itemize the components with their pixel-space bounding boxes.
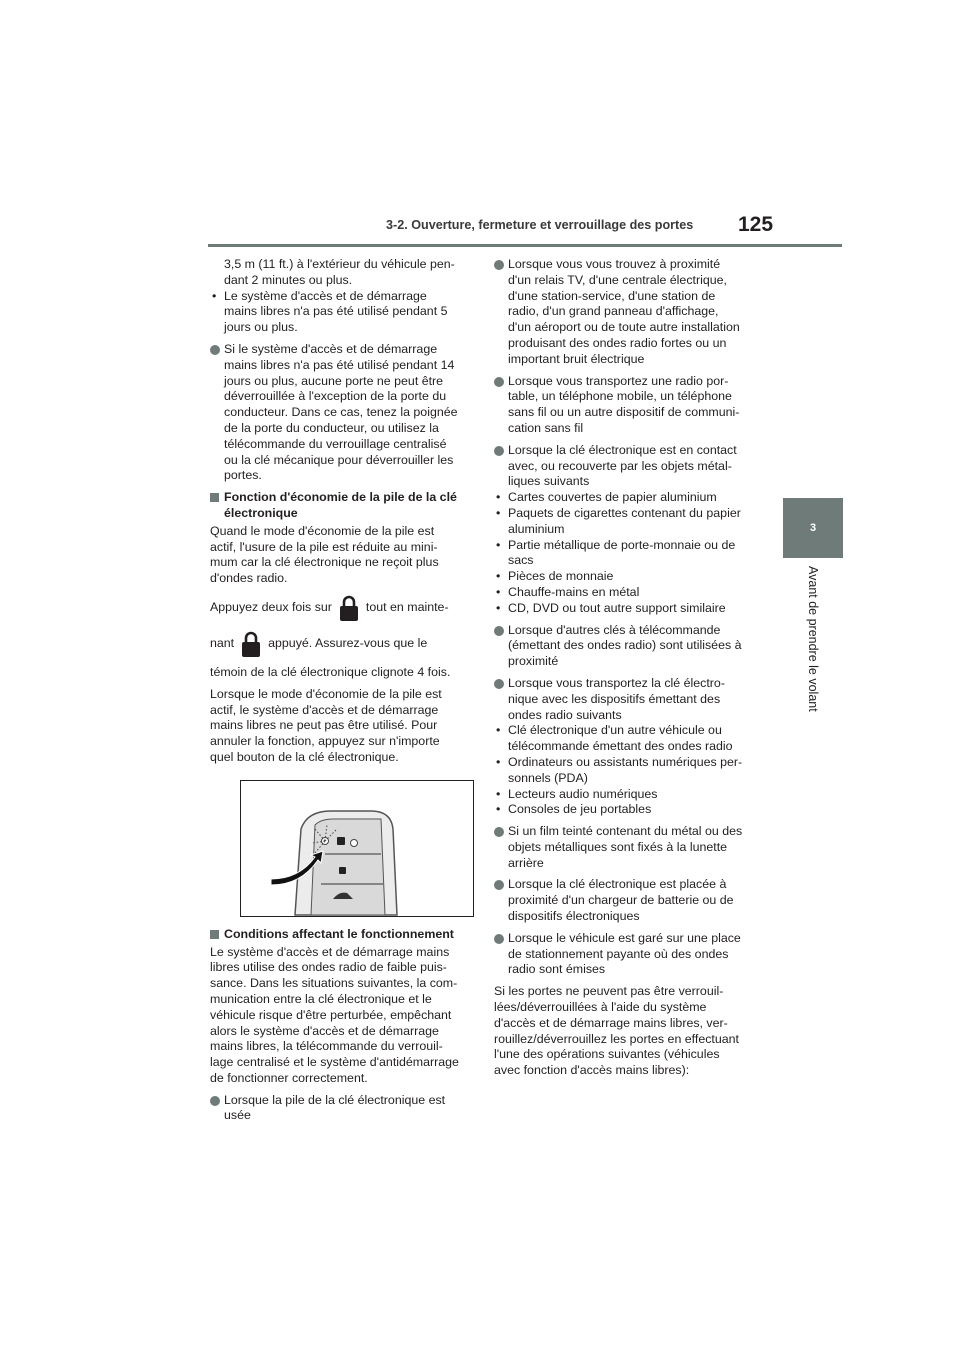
text-line: Lorsque vous vous trouvez à proximité	[508, 257, 721, 271]
text-line: de fonctionner correctement.	[210, 1070, 368, 1085]
text-line: libres utilise des ondes radio de faible puis-	[210, 960, 447, 975]
text-line: véhicule risque d'être perturbée, empêchant	[210, 1007, 452, 1022]
text-line: jours ou plus, aucune porte ne peut être	[224, 373, 444, 388]
condition-item	[494, 623, 756, 670]
text-line: (émettant des ondes radio) sont utilisées à	[508, 638, 742, 653]
text-line: radio, d'un grand panneau d'affichage,	[508, 304, 719, 319]
bullet-circle-icon	[494, 377, 504, 387]
bullet-item	[494, 506, 756, 538]
text-line: • Chauffe-mains en métal	[508, 584, 640, 599]
key-fob-drawing	[241, 781, 473, 916]
key-fob-illustration	[240, 780, 474, 917]
chapter-number: 3	[809, 522, 817, 534]
text-line: Le système d'accès et de démarrage mains	[210, 944, 450, 959]
bullet-circle-icon	[494, 626, 504, 636]
text-line: quel bouton de la clé électronique.	[210, 749, 399, 764]
text-line: mains libres ne peut pas être utilisé. Pour	[210, 718, 438, 733]
instruction-line	[210, 593, 468, 623]
text-line: radio sont émises	[508, 962, 606, 977]
text-line: mains libres n'a pas été utilisé pendant 5	[224, 304, 448, 319]
text-line: • Le système d'accès et de démarrage	[224, 288, 427, 303]
text-line: dant 2 minutes ou plus.	[224, 272, 353, 287]
right-column	[494, 257, 756, 1085]
text-line: témoin de la clé électronique clignote 4 fois.	[210, 664, 451, 679]
text-line: sance. Dans les situations suivantes, la com-	[210, 976, 458, 991]
text-line: liques suivants	[508, 474, 590, 489]
paragraph	[210, 687, 468, 766]
text-line: d'une station-service, d'une station de	[508, 288, 716, 303]
bullet-item	[494, 787, 756, 803]
condition-item	[494, 374, 756, 437]
text-line: sacs	[508, 553, 534, 568]
text-line: avec fonction d'accès mains libres):	[494, 1063, 690, 1078]
text-line: mum car la clé électronique ne reçoit plus	[210, 555, 439, 570]
text-line: objets métalliques sont fixés à la lunette	[508, 839, 728, 854]
text-line: sonnels (PDA)	[508, 770, 588, 785]
text-line: ondes radio suivants	[508, 707, 622, 722]
lock-icon	[338, 593, 360, 623]
text-line: ou la clé mécanique pour déverrouiller les	[224, 452, 454, 467]
text-line: proximité	[508, 654, 559, 669]
text-line: Lorsque vous transportez une radio por-	[508, 373, 729, 388]
text-line: important bruit électrique	[508, 351, 645, 366]
text-line: annuler la fonction, appuyez sur n'importe	[210, 734, 440, 749]
heading-line: électronique	[224, 505, 298, 520]
text-line: • Clé électronique d'un autre véhicule ou	[508, 723, 722, 738]
text-line: usée	[224, 1108, 251, 1123]
lock-icon	[240, 629, 262, 659]
text-line: • Partie métallique de porte-monnaie ou de	[508, 537, 736, 552]
text-line: • Pièces de monnaie	[508, 569, 614, 584]
text-line: alors le système d'accès et de démarrage	[210, 1023, 439, 1038]
text-fragment: appuyé. Assurez-vous que le	[268, 636, 428, 651]
text-line: • Cartes couvertes de papier aluminium	[508, 490, 717, 505]
bullet-item	[494, 755, 756, 787]
chapter-tab	[783, 498, 843, 558]
condition-item	[494, 257, 756, 368]
text-line: déverrouillée à l'exception de la porte du	[224, 389, 447, 404]
heading-square-icon	[210, 930, 219, 939]
text-line: proximité d'un chargeur de batterie ou de	[508, 893, 734, 908]
text-line: Lorsque le véhicule est garé sur une place	[508, 930, 741, 945]
bullet-circle-icon	[210, 1096, 220, 1106]
section-heading	[210, 490, 468, 522]
text-line: 3,5 m (11 ft.) à l'extérieur du véhicule pen-	[224, 257, 455, 271]
text-line: l'une des opérations suivantes (véhicules	[494, 1047, 720, 1062]
text-line: jours ou plus.	[224, 320, 298, 335]
condition-item	[494, 443, 756, 490]
condition-item	[494, 931, 756, 978]
text-line: conducteur. Dans ce cas, tenez la poignée	[224, 405, 458, 420]
text-fragment: nant	[210, 636, 235, 651]
text-line: • CD, DVD ou tout autre support similaire	[508, 600, 726, 615]
left-column	[210, 257, 468, 1130]
text-line: d'un aéroport ou de toute autre installation	[508, 320, 740, 335]
text-line: • Consoles de jeu portables	[508, 802, 652, 817]
text-line: Si un film teinté contenant du métal ou des	[508, 824, 743, 839]
text-line: munication entre la clé électronique et le	[210, 991, 432, 1006]
bullet-item	[494, 538, 756, 570]
text-line: Lorsque la pile de la clé électronique est	[224, 1092, 446, 1107]
text-line: d'accès et de démarrage mains libres, ver-	[494, 1015, 728, 1030]
text-line: • Lecteurs audio numériques	[508, 786, 658, 801]
text-line: d'un relais TV, d'une centrale électrique,	[508, 272, 727, 287]
text-line: de la porte du conducteur, ou utilisez la	[224, 420, 439, 435]
text-line: avec, ou recouverte par les objets métal-	[508, 458, 732, 473]
paragraph	[210, 945, 468, 1087]
text-line: portes.	[224, 468, 262, 483]
condition-item	[494, 824, 756, 871]
text-line: • Paquets de cigarettes contenant du papier	[508, 505, 741, 520]
text-line: sans fil ou un autre dispositif de communi-	[508, 405, 740, 420]
text-line: mains libres n'a pas été utilisé pendant 14	[224, 357, 455, 372]
bullet-item	[494, 601, 756, 617]
text-line: lage centralisé et le système d'antidémarrage	[210, 1055, 459, 1070]
instruction-line	[210, 629, 468, 659]
text-line: Lorsque la clé électronique est en contact	[508, 442, 737, 457]
page-number: 125	[738, 213, 774, 236]
text-line: table, un téléphone mobile, un téléphone	[508, 389, 732, 404]
bullet-item	[494, 569, 756, 585]
section-header-title: 3-2. Ouverture, fermeture et verrouillage des portes	[386, 218, 694, 232]
bullet-item	[210, 289, 468, 336]
text-line: cation sans fil	[508, 420, 584, 435]
text-line: Lorsque d'autres clés à télécommande	[508, 622, 721, 637]
heading-line: Conditions affectant le fonctionnement	[224, 926, 454, 941]
text-line: de stationnement payante où des ondes	[508, 946, 729, 961]
text-fragment: Appuyez deux fois sur	[210, 600, 332, 615]
bullet-circle-icon	[494, 679, 504, 689]
text-line: Si les portes ne peuvent pas être verrouil-	[494, 984, 724, 999]
bullet-circle-icon	[494, 446, 504, 456]
section-heading	[210, 927, 468, 943]
heading-square-icon	[210, 493, 219, 502]
text-line: Lorsque le mode d'économie de la pile est	[210, 686, 442, 701]
text-line: télécommande émettant des ondes radio	[508, 739, 733, 754]
text-line: Si le système d'accès et de démarrage	[224, 341, 438, 356]
text-line: arrière	[508, 855, 544, 870]
text-line: actif, l'usure de la pile est réduite au mini-	[210, 539, 438, 554]
text-line: lées/déverrouillées à l'aide du système	[494, 1000, 707, 1015]
header-rule	[208, 244, 842, 247]
condition-item	[494, 877, 756, 924]
chapter-label: Avant de prendre le volant	[806, 566, 820, 712]
text-line: • Ordinateurs ou assistants numériques per-	[508, 754, 743, 769]
text-fragment: tout en mainte-	[365, 600, 449, 615]
continued-text	[224, 257, 468, 289]
bullet-item	[494, 723, 756, 755]
text-line: dispositifs électroniques	[508, 909, 640, 924]
text-line: mains libres, la télécommande du verrouil-	[210, 1039, 443, 1054]
text-line: produisant des ondes radio fortes ou un	[508, 335, 727, 350]
bullet-circle-icon	[210, 345, 220, 355]
bullet-circle-icon	[494, 880, 504, 890]
text-line: nique avec les dispositifs émettant des	[508, 691, 721, 706]
text-line: d'ondes radio.	[210, 571, 288, 586]
text-line: aluminium	[508, 521, 565, 536]
bullet-item	[494, 585, 756, 601]
bullet-circle-icon	[494, 827, 504, 837]
heading-line: Fonction d'économie de la pile de la clé	[224, 490, 457, 505]
text-line: Lorsque la clé électronique est placée à	[508, 877, 727, 892]
condition-item	[210, 342, 468, 484]
paragraph	[210, 524, 468, 587]
bullet-item	[494, 490, 756, 506]
text-line: Quand le mode d'économie de la pile est	[210, 523, 435, 538]
text-line: actif, le système d'accès et de démarrage	[210, 702, 439, 717]
text-line: télécommande du verrouillage centralisé	[224, 436, 447, 451]
condition-item	[494, 676, 756, 723]
text-line: Lorsque vous transportez la clé électro-	[508, 675, 725, 690]
condition-item	[210, 1093, 468, 1125]
paragraph	[494, 984, 756, 1079]
bullet-circle-icon	[494, 934, 504, 944]
text-line: rouillez/déverrouillez les portes en effectuant	[494, 1031, 739, 1046]
bullet-item	[494, 802, 756, 818]
bullet-circle-icon	[494, 260, 504, 270]
